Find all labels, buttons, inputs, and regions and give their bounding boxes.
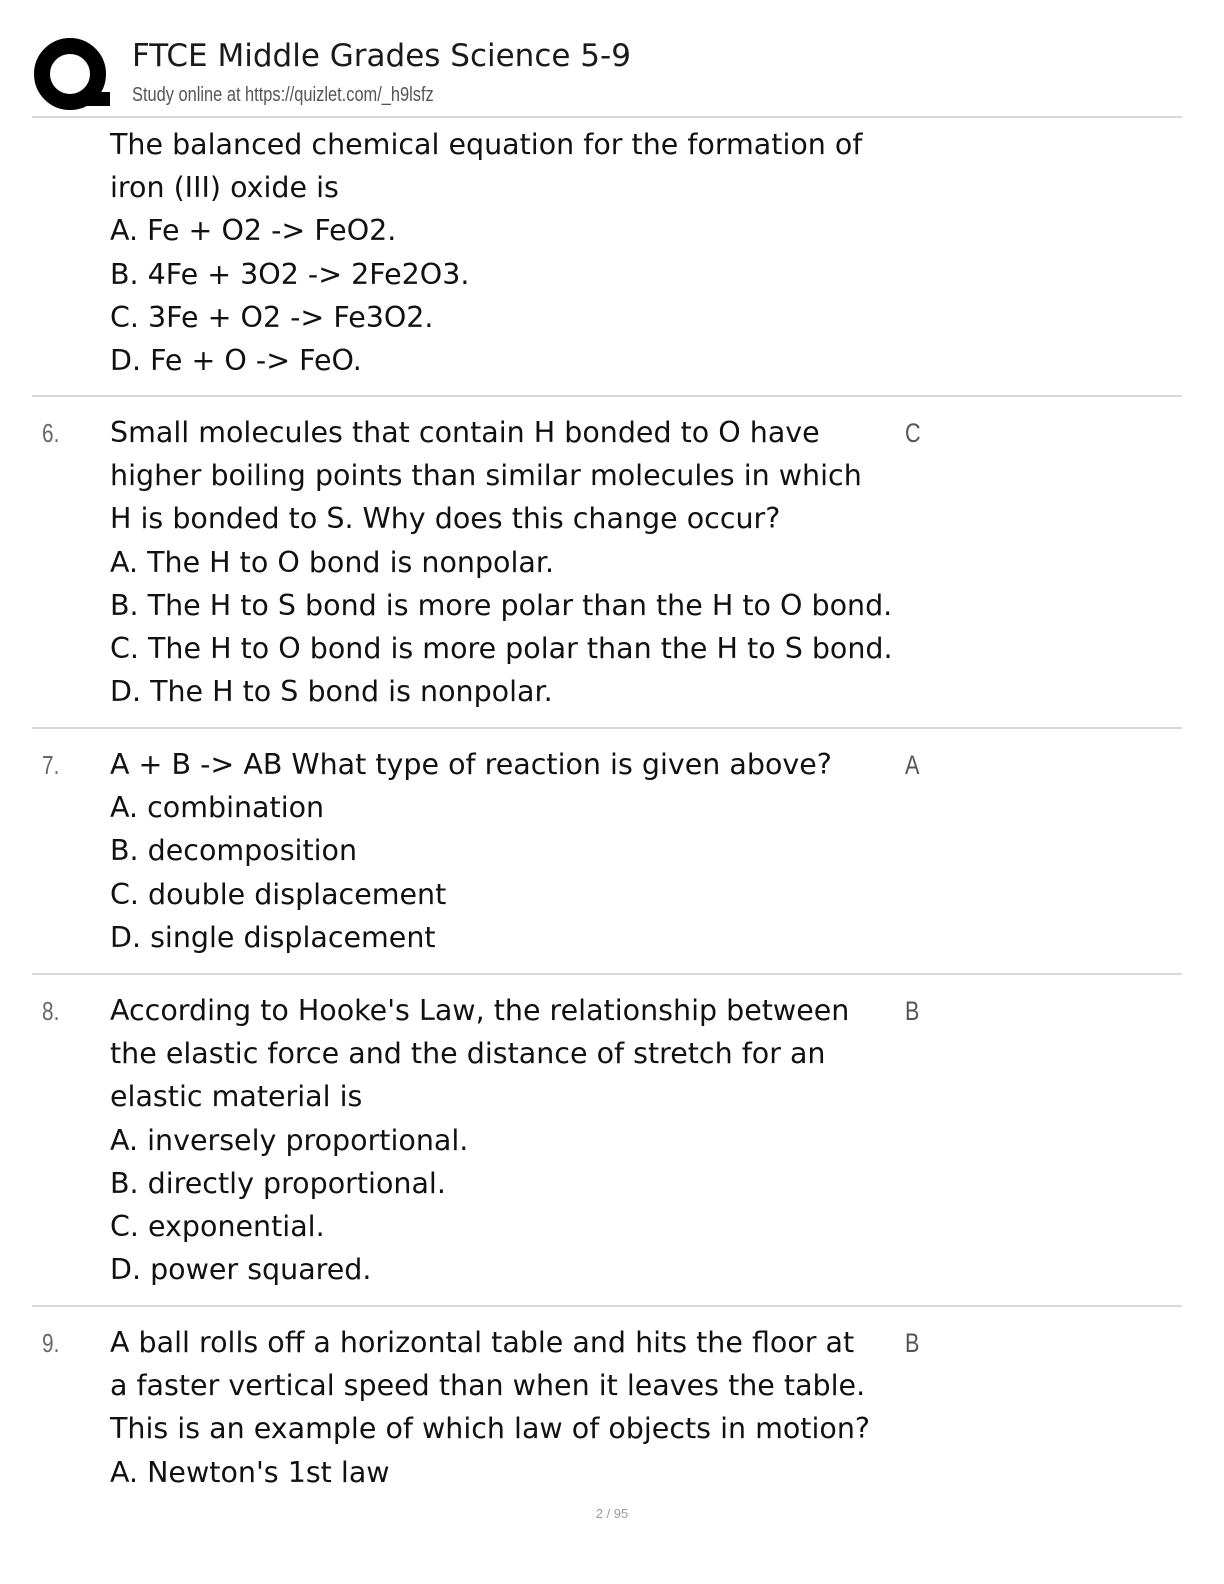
option-b: B. 4Fe + 3O2 -> 2Fe2O3. — [110, 257, 470, 291]
question-line: Small molecules that contain H bonded to O have — [110, 416, 820, 449]
option-c: C. exponential. — [110, 1210, 325, 1244]
question-line: higher boiling points than similar molecules in which — [110, 459, 862, 493]
question-line: This is an example of which law of objects in motion? — [110, 1412, 871, 1446]
question-line: iron (III) oxide is — [110, 171, 339, 205]
divider — [32, 395, 1182, 397]
page-indicator: 2 / 95 — [595, 1506, 629, 1521]
question-text — [110, 743, 910, 959]
option-c: C. The H to O bond is more polar than the H to S bond. — [110, 632, 893, 666]
option-c: C. double displacement — [110, 877, 447, 911]
answer-key: B — [905, 996, 920, 1026]
option-a: A. Newton's 1st law — [110, 1455, 390, 1489]
divider — [32, 116, 1182, 118]
divider — [32, 1305, 1182, 1307]
question-number: 8. — [42, 996, 60, 1026]
divider — [32, 973, 1182, 975]
page-header — [32, 34, 1182, 118]
question-number: 6. — [42, 418, 60, 448]
question-text — [110, 1321, 910, 1494]
document-title: FTCE Middle Grades Science 5-9 — [132, 38, 631, 74]
option-b: B. decomposition — [110, 834, 358, 868]
answer-key: A — [905, 750, 920, 780]
option-c: C. 3Fe + O2 -> Fe3O2. — [110, 300, 434, 334]
option-a: A. combination — [110, 791, 325, 825]
option-d: D. The H to S bond is nonpolar. — [110, 675, 553, 709]
study-online-link[interactable]: Study online at https://quizlet.com/_h9lsfz — [132, 84, 434, 106]
option-b: B. directly proportional. — [110, 1166, 446, 1200]
option-b: B. The H to S bond is more polar than the H to O bond. — [110, 588, 893, 622]
quizlet-q-logo-icon — [32, 34, 112, 114]
option-a: A. The H to O bond is nonpolar. — [110, 545, 555, 579]
question-number: 9. — [42, 1328, 60, 1358]
question-line: A ball rolls off a horizontal table and hits the floor at — [110, 1326, 855, 1359]
question-line: the elastic force and the distance of stretch for an — [110, 1037, 826, 1071]
question-line: H is bonded to S. Why does this change occur? — [110, 502, 781, 536]
question-line: The balanced chemical equation for the formation of — [110, 128, 863, 161]
answer-key: B — [905, 1328, 920, 1358]
option-a: A. inversely proportional. — [110, 1123, 469, 1157]
option-a: A. Fe + O2 -> FeO2. — [110, 214, 397, 248]
option-d: D. power squared. — [110, 1253, 372, 1287]
question-line: a faster vertical speed than when it leaves the table. — [110, 1369, 866, 1403]
question-line: According to Hooke's Law, the relationship between — [110, 994, 850, 1027]
question-text — [110, 123, 910, 382]
question-number: 7. — [42, 750, 60, 780]
divider — [32, 727, 1182, 729]
question-text — [110, 411, 910, 713]
question-line: A + B -> AB What type of reaction is given above? — [110, 748, 832, 781]
option-d: D. Fe + O -> FeO. — [110, 344, 362, 378]
question-text — [110, 989, 910, 1291]
answer-key: C — [905, 418, 921, 448]
question-line: elastic material is — [110, 1080, 363, 1114]
option-d: D. single displacement — [110, 920, 436, 954]
